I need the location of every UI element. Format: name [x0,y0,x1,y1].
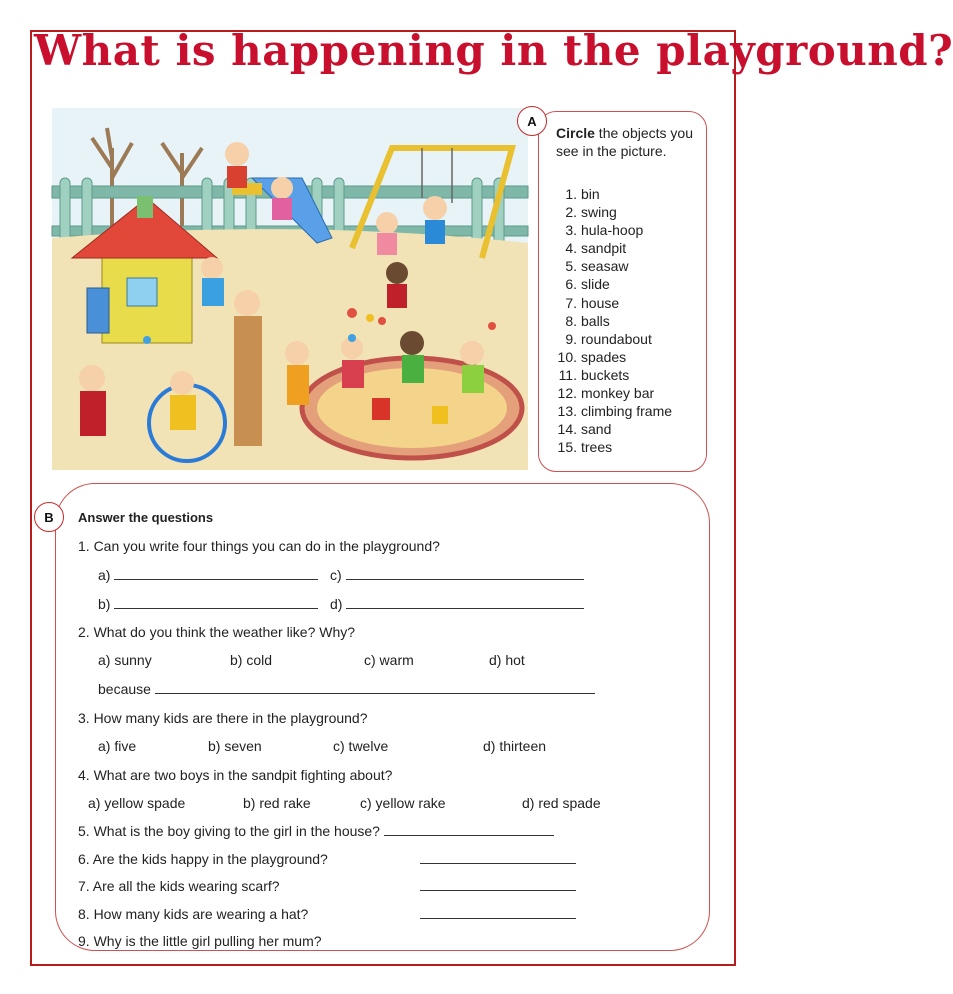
q4-option[interactable]: b) red rake [243,795,311,811]
list-item: 12. monkey bar [557,385,655,402]
list-item: 5. seasaw [565,258,629,275]
question-7: 7. Are all the kids wearing scarf? [78,878,280,894]
q4-option[interactable]: c) yellow rake [360,795,446,811]
q3-option[interactable]: c) twelve [333,738,389,754]
q3-option[interactable]: b) seven [208,738,262,754]
list-item: 11. buckets [558,366,630,383]
list-item: 7. house [565,294,620,311]
instruction-text: the objects you see in the picture. [556,125,693,159]
q1-answer-d: d) [330,596,584,612]
answer-blank[interactable] [420,851,576,864]
list-item: 9. roundabout [565,330,652,347]
answer-blank[interactable] [346,596,584,609]
question-6: 6. Are the kids happy in the playground? [78,851,328,867]
question-9: 9. Why is the little girl pulling her mum? [78,933,322,949]
answer-blank[interactable] [114,596,318,609]
q6-answer [420,851,576,867]
q2-option[interactable]: c) warm [364,652,414,668]
list-item: 3. hula-hoop [565,222,644,239]
question-5: 5. What is the boy giving to the girl in the house? [78,823,554,839]
q2-option[interactable]: b) cold [230,652,273,668]
list-item: 2. swing [565,204,617,221]
q2-option[interactable]: a) sunny [98,652,152,668]
section-a-instruction [556,124,706,160]
question-4: 4. What are two boys in the sandpit fighting about? [78,767,393,783]
answer-blank[interactable] [346,567,584,580]
list-item: 4. sandpit [565,240,627,257]
answer-blank[interactable] [114,567,318,580]
answer-blank[interactable] [155,681,595,694]
list-item: 6. slide [565,276,610,293]
page-title: What is happening in the playground? [34,26,953,75]
q8-answer [420,906,576,922]
question-1: 1. Can you write four things you can do in the playground? [78,538,440,554]
q3-option[interactable]: a) five [98,738,137,754]
list-item: 15. trees [557,439,613,456]
q2-option[interactable]: d) hot [489,652,525,668]
question-2: 2. What do you think the weather like? Why? [78,624,356,640]
answer-blank[interactable] [420,878,576,891]
q4-option[interactable]: d) red spade [522,795,601,811]
playground-illustration [52,108,528,470]
list-item: 13. climbing frame [557,403,673,420]
instruction-emphasis: Circle [556,125,595,141]
answer-blank[interactable] [384,823,554,836]
q2-because: because [98,681,595,697]
section-b-badge: B [34,502,64,532]
section-b-heading: Answer the questions [78,510,214,525]
list-item: 10. spades [557,348,627,365]
object-list [556,185,672,456]
q7-answer [420,878,576,894]
list-item: 8. balls [565,312,610,329]
list-item: 14. sand [557,421,612,438]
q4-option[interactable]: a) yellow spade [88,795,186,811]
section-a-badge: A [517,106,547,136]
q1-answer-a: a) [98,567,318,583]
list-item: 1. bin [565,186,600,202]
q3-option[interactable]: d) thirteen [483,738,547,754]
question-3: 3. How many kids are there in the playground? [78,710,368,726]
q1-answer-b: b) [98,596,318,612]
question-8: 8. How many kids are wearing a hat? [78,906,309,922]
q1-answer-c: c) [330,567,584,583]
answer-blank[interactable] [420,906,576,919]
